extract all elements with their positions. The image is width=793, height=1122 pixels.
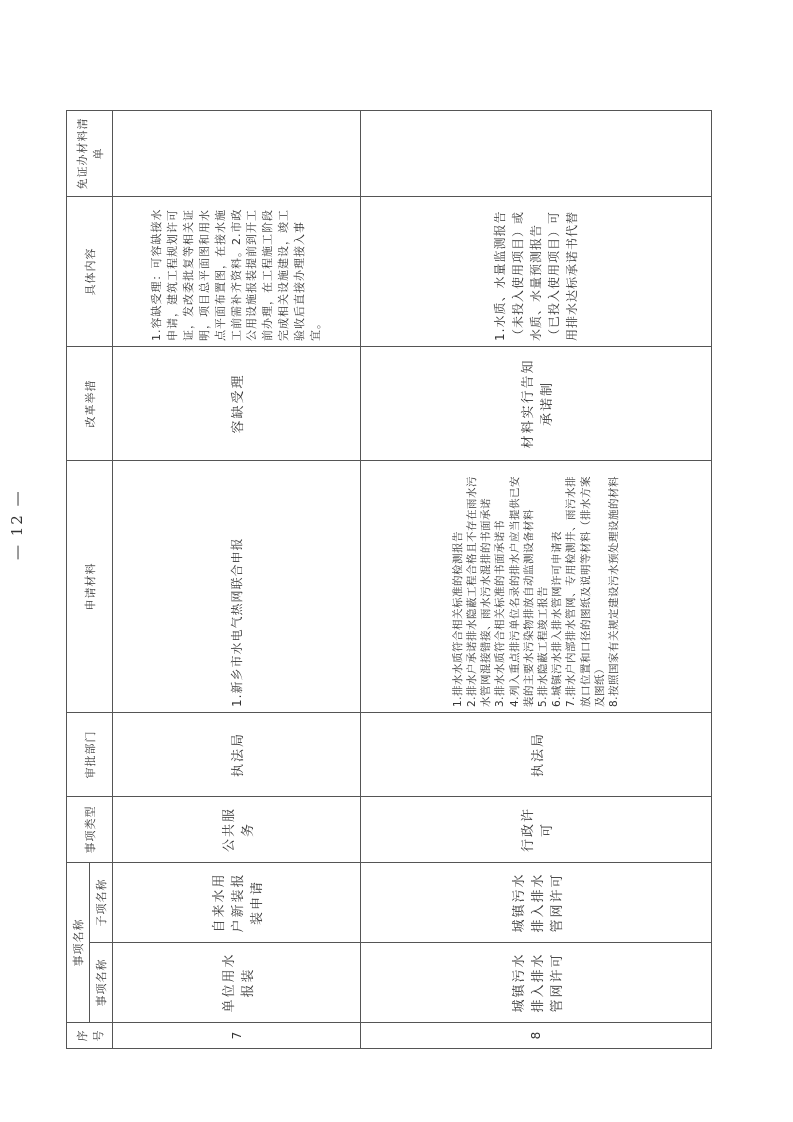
- material-item: 7.排水户内部排水管网、专用检测井、雨污水排放口位置和口径的图纸及说明等材料（排水方案及图纸）: [565, 475, 606, 707]
- material-item: 1.排水水质符合相关标准的检测报告: [451, 530, 464, 707]
- header-item-group: 事项名称: [67, 863, 90, 1023]
- material-item: 2.排水户承诺排水隐蔽工程合格且不存在雨水污水管网混接错接、雨水污水混排的书面承诺: [466, 475, 493, 707]
- material-item: 4.列入重点排污单位名录的排水户应当提供已安装的主要水污染物排放自动监测设备材料: [508, 475, 535, 707]
- header-row-1: [67, 111, 90, 1049]
- row-sub-name: 城镇污水排入排水管网许可: [361, 863, 712, 943]
- approval-items-table: [66, 110, 712, 1049]
- row-dept: 执法局: [113, 713, 361, 797]
- header-materials: 申请材料: [67, 461, 113, 713]
- table-row: [113, 111, 361, 1049]
- material-item: 3.排水水质符合相关标准的书面承诺书: [494, 519, 507, 707]
- row-type: 公共服务: [113, 797, 361, 863]
- row-exempt: [113, 111, 361, 197]
- header-sub-name: 子项名称: [90, 863, 113, 943]
- material-item: 6.城镇污水排入排水管网许可申请表: [551, 530, 564, 707]
- row-reform: 容缺受理: [113, 347, 361, 461]
- header-seq: 序号: [67, 1023, 113, 1049]
- material-item: 8.按照国家有关规定建设污水预处理设施的材料: [607, 475, 620, 707]
- row-content: 1.水质、水量监测报告（未投入使用项目）或水质、水量预测报告（已投入使用项目）可用排水达标承诺书代替: [361, 197, 712, 347]
- row-materials: [113, 461, 361, 713]
- header-dept: 审批部门: [67, 713, 113, 797]
- row-item-name: 单位用水报装: [113, 943, 361, 1023]
- row-item-name: 城镇污水排入排水管网许可: [361, 943, 712, 1023]
- header-exempt: 免证办材料清单: [67, 111, 113, 197]
- rotated-table-wrapper: [66, 111, 712, 1049]
- page-number: — 12 —: [8, 489, 26, 560]
- header-type: 事项类型: [67, 797, 113, 863]
- table-row: [361, 111, 712, 1049]
- row-content: 1.容缺受理：可容缺接水申请，建筑工程规划许可证，发改委批复等相关证明，项目总平面图和用水点平面布置图，在接水施工前需补齐资料。2.市政公用设施报装提前到开工前办理，在工程施工阶段完成相关设施建设，竣工验收后直接办理接入事宜。: [113, 197, 361, 347]
- header-item-name: 事项名称: [90, 943, 113, 1023]
- row-sub-name: 自来水用户新装报装申请: [113, 863, 361, 943]
- row-seq: 8: [361, 1023, 712, 1049]
- row-materials: [361, 461, 712, 713]
- material-item: 1.新乡市水电气热网联合申报: [229, 537, 244, 707]
- row-exempt: [361, 111, 712, 197]
- header-reform: 改革举措: [67, 347, 113, 461]
- header-content: 具体内容: [67, 197, 113, 347]
- row-reform: 材料实行告知承诺制: [361, 347, 712, 461]
- material-item: 5.排水隐蔽工程竣工报告: [537, 585, 549, 707]
- row-type: 行政许可: [361, 797, 712, 863]
- row-seq: 7: [113, 1023, 361, 1049]
- row-dept: 执法局: [361, 713, 712, 797]
